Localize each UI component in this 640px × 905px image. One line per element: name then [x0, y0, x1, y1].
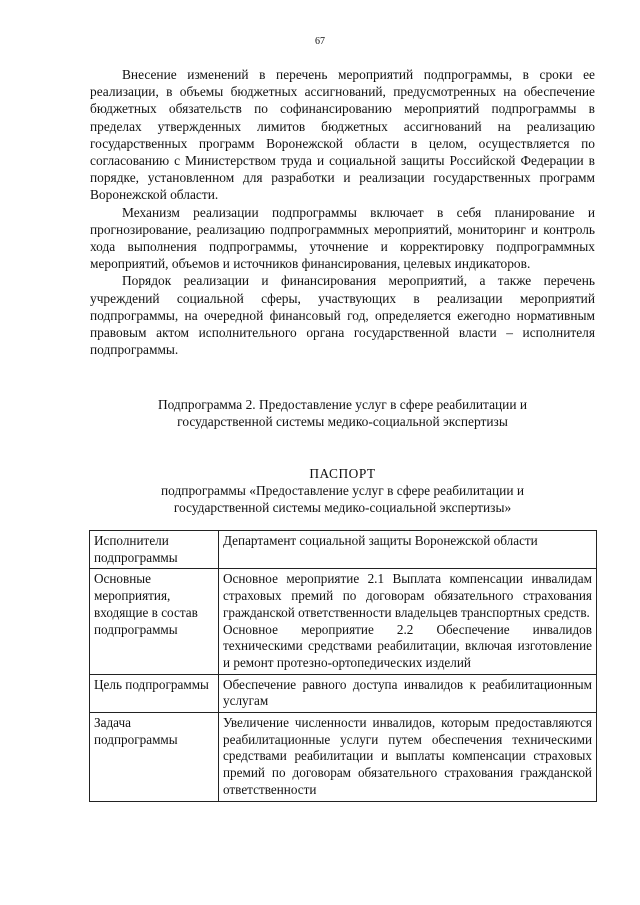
- row-value: [219, 674, 597, 712]
- row-value-item: Основное мероприятие 2.2 Обеспечение инвалидов техническими средствами реабилитации, включая изготовление и ремонт протезно-ортопедических изделий: [223, 621, 592, 670]
- passport-table: [89, 530, 597, 802]
- row-value-item: Увеличение численности инвалидов, которым предоставляются реабилитационные услуги путем обеспечения техническими средствами реабилитации и выплаты компенсации страховых премий по договорам обязательного страхования гражданской ответственности: [223, 715, 592, 797]
- passport-title: ПАСПОРТ: [309, 466, 376, 481]
- passport-subtitle-line1: подпрограммы «Предоставление услуг в сфере реабилитации и: [160, 483, 525, 498]
- row-label: Основные мероприятия, входящие в состав подпрограммы: [90, 569, 219, 674]
- subprogram-heading-line1: Подпрограмма 2. Предоставление услуг в сфере реабилитации и: [157, 397, 528, 412]
- subprogram-heading: [90, 396, 595, 430]
- row-value-item: Департамент социальной защиты Воронежской области: [223, 533, 538, 548]
- paragraph-mechanism: Механизм реализации подпрограммы включает в себя планирование и прогнозирование, реализацию подпрограммных мероприятий, мониторинг и контроль хода выполнения подпрограммы, уточнение и корректировку подпрограммных мероприятий, объемов и источников финансирования, целевых индикаторов.: [90, 204, 595, 272]
- subprogram-heading-line2: государственной системы медико-социальной экспертизы: [177, 414, 508, 430]
- row-value-item: Основное мероприятие 2.1 Выплата компенсации инвалидам страховых премий по договорам обязательного страхования гражданской ответственности владельцев транспортных средств.: [223, 571, 592, 620]
- paragraph-procedure: Порядок реализации и финансирования мероприятий, а также перечень учреждений социальной сферы, участвующих в реализации мероприятий подпрограммы, на очередной финансовый год, определяется ежегодно нормативным правовым актом исполнительного органа государственной власти – исполнителя подпрограммы.: [90, 273, 595, 358]
- table-row: [90, 674, 597, 712]
- table-row: [90, 569, 597, 674]
- passport-subtitle-line2: государственной системы медико-социальной экспертизы»: [173, 500, 512, 515]
- page-number: 67: [315, 36, 325, 47]
- row-value: [219, 531, 597, 569]
- row-label: Исполнители подпрограммы: [90, 531, 219, 569]
- row-value: [219, 713, 597, 802]
- table-row: [90, 531, 597, 569]
- row-value: [219, 569, 597, 674]
- row-label: Цель подпрограммы: [90, 674, 219, 712]
- row-value-item: Обеспечение равного доступа инвалидов к реабилитационным услугам: [223, 676, 592, 709]
- table-row: [90, 713, 597, 802]
- body-text: [90, 66, 595, 358]
- row-label: Задача подпрограммы: [90, 713, 219, 802]
- paragraph-amendments: Внесение изменений в перечень мероприятий подпрограммы, в сроки ее реализации, в объемы бюджетных ассигнований, предусмотренных на обеспечение бюджетных обязательств по софинансированию мероприятий подпрограммы в пределах утвержденных лимитов бюджетных ассигнований на реализацию государственных программ Воронежской области в целом, осуществляется по согласованию с Министерством труда и социальной защиты Российской Федерации в порядке, установленном для разработки и реализации государственных программ Воронежской области.: [90, 67, 595, 203]
- passport-heading: [90, 465, 595, 516]
